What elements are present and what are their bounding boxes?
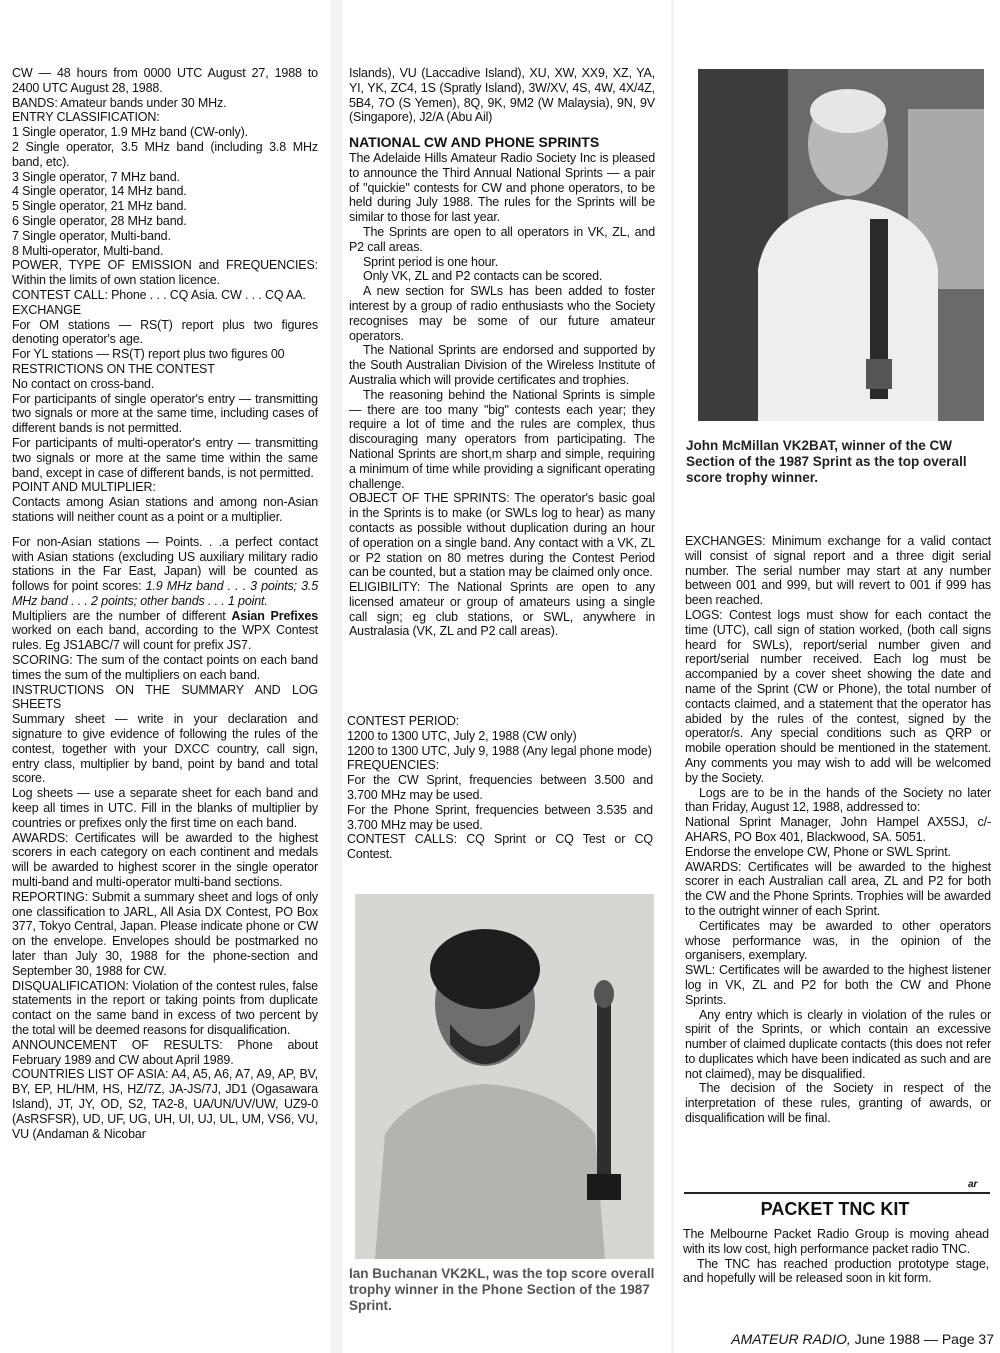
paragraph: Certificates may be awarded to other operators whose performance was, in the opinion of the organisers, exemplary. [685,918,991,963]
paragraph: For participants of multi-operator's entry — transmitting two signals or more at the same time within the same band, except in case of different bands, is not permitted. [12,435,318,480]
paragraph: Summary sheet — write in your declaration and signature to give evidence of following the rules of the contest, together with your DXCC country, call sign, entry class, multiplier by band, point by band and total score. [12,712,318,786]
photo-ian-buchanan [355,894,654,1259]
paragraph: The Sprints are open to all operators in VK, ZL, and P2 call areas. [349,224,655,254]
paragraph: COUNTRIES LIST OF ASIA: A4, A5, A6, A7, A9, AP, BV, BY, EP, HL/HM, HS, HZ/7Z, JA-JS/7J, JD1 (Ogasawara Island), JT, JY, OD, S2, TA2-8, UA/UN/UV/UW, UZ9-0 (AsRSFSR), UD, UF, UG, UH, UI, UJ, UL, UM, VS6, VU, VU (Andaman & Nicobar [12,1067,318,1141]
paragraph: Any entry which is clearly in violation of the rules or spirit of the Sprints, or which contain an excessive number of claimed duplicate contacts (this does not refer to duplicates which have been indicated as such and are not claimed), may be disqualified. [685,1007,991,1081]
paragraph: 7 Single operator, Multi-band. [12,228,171,243]
sprints-article [349,66,655,639]
paragraph: CONTEST CALLS: CQ Sprint or CQ Test or CQ Contest. [347,832,653,862]
sprints-period [347,714,653,862]
page-footer [729,1331,994,1347]
paragraph: Endorse the envelope CW, Phone or SWL Sprint. [685,844,951,859]
paragraph: The Melbourne Packet Radio Group is moving ahead with its low cost, high performance packet radio TNC. [683,1227,989,1256]
non-asian-lead: For non-Asian stations — Points. . .a perfect contact with Asian stations (excluding US auxiliary military radio stations in the Far East, Japan) will be counted as follows for point scores: [12,534,318,594]
paragraph: The TNC has reached production prototype stage, and hopefully will be released soon in kit form. [683,1256,989,1286]
paragraph: For YL stations — RS(T) report plus two figures 00 [12,347,285,362]
paragraph: 5 Single operator, 21 MHz band. [12,199,187,214]
photo-john-mcmillan [698,69,984,421]
paragraph: CONTEST PERIOD: [347,714,460,728]
paragraph: 4 Single operator, 14 MHz band. [12,184,187,199]
paragraph: Contacts among Asian stations and among non-Asian stations will neither count as a point or a multiplier. [12,495,318,524]
packet-article [683,1227,989,1286]
section-divider [684,1192,990,1194]
paragraph: EXCHANGES: Minimum exchange for a valid contact will consist of signal report and a three digit serial number. The serial number may start at any number between 001 and 999, but will revert to 001 if 999 has been reached. [685,534,991,608]
paragraph: 8 Multi-operator, Multi-band. [12,243,164,258]
paragraph: DISQUALIFICATION: Violation of the contest rules, false statements in the report or taking points from duplicate contact on the same band in excess of two percent by the total will be deemed reasons for disqualification. [12,978,318,1037]
contest-rules-text [12,66,318,1141]
paragraph: INSTRUCTIONS ON THE SUMMARY AND LOG SHEETS [12,682,318,712]
paragraph: 1200 to 1300 UTC, July 2, 1988 (CW only) [347,728,577,743]
paragraph: National Sprint Manager, John Hampel AX5SJ, c/-AHARS, PO Box 401, Blackwood, SA. 5051. [685,815,991,844]
paragraph-multipliers [12,609,318,653]
photo-ian-buchanan-illustration [355,894,654,1259]
paragraph: SWL: Certificates will be awarded to the highest listener log in VK, ZL and P2 for both the CW and Phone Sprints. [685,963,991,1007]
caption-ian-buchanan: Ian Buchanan VK2KL, was the top score overall trophy winner in the Phone Section of the 1987 Sprint. [349,1266,655,1313]
paragraph: BANDS: Amateur bands under 30 MHz. [12,95,227,110]
paragraph: The National Sprints are endorsed and supported by the South Australian Division of the Wireless Institute of Australia which will provide certificates and trophies. [349,343,655,387]
packet-heading: PACKET TNC KIT [760,1199,910,1219]
issue-page: June 1988 — Page 37 [850,1331,994,1347]
paragraph: REPORTING: Submit a summary sheet and logs of only one classification to JARL, All Asia DX Contest, PO Box 377, Tokyo Central, Japan. Please indicate phone or CW on the envelope. Envelopes should be postmarked no later than July 30, 1988 for the phone-section and September 30, 1988 for CW. [12,889,318,978]
paragraph: ENTRY CLASSIFICATION: [12,110,160,125]
paragraph: ANNOUNCEMENT OF RESULTS: Phone about February 1989 and CW about April 1989. [12,1037,318,1067]
paragraph: A new section for SWLs has been added to foster interest by a group of radio enthusiasts who the Society recognises may be some of our future amateur operators. [349,284,655,343]
paragraph: 1 Single operator, 1.9 MHz band (CW-only). [12,125,248,140]
sprints-rules-continued [685,534,991,1126]
paragraph: RESTRICTIONS ON THE CONTEST [12,361,215,376]
end-mark: ar [968,1179,978,1190]
countries-continued: Islands), VU (Laccadive Island), XU, XW, XX9, XZ, YA, YI, YK, ZC4, 1S (Spratly Island), 3W/XV, 4S, 4W, 4X/4Z, 5B4, 7O (S Yemen), 8Q, 9K, 9M2 (W Malaysia), 9N, 9V (Singapore), J2/A (Abu Ail) [349,66,655,125]
paragraph: FREQUENCIES: [347,758,439,773]
sprints-heading: NATIONAL CW AND PHONE SPRINTS [349,134,600,151]
paragraph: Sprint period is one hour. [363,254,499,269]
paragraph: Logs are to be in the hands of the Society no later than Friday, August 12, 1988, addressed to: [685,785,991,815]
paragraph: 2 Single operator, 3.5 MHz band (including 3.8 MHz band, etc). [12,139,318,169]
paragraph: No contact on cross-band. [12,376,155,391]
magazine-name: AMATEUR RADIO, [731,1331,851,1347]
paragraph: AWARDS: Certificates will be awarded to the highest scorer in each Australian call area, ZL and P2 for both the CW and the Phone Sprints. Trophies will be awarded to the outright winner of each Sprint. [685,859,991,918]
multipliers-post: worked on each band, according to the WPX Contest rules. Eg JS1ABC/7 will count for prefix JS7. [12,623,318,653]
paragraph: The reasoning behind the National Sprints is simple — there are too many "big" contests each year; they require a lot of time and the rules are complex, thus discouraging many operators from participating. The National Sprints are short,m sharp and simple, requiring a minimum of time while providing a significant operating challenge. [349,387,655,491]
non-asian-scores: 1.9 MHz band . . . 3 points; 3.5 MHz band . . . 2 points; other bands . . . 1 point. [12,579,318,608]
paragraph: The Adelaide Hills Amateur Radio Society Inc is pleased to announce the Third Annual National Sprints — a pair of "quickie" contests for CW and phone operators, to be held during July 1988. The rules for the Sprints will be similar to those for last year. [349,150,655,225]
paragraph: The decision of the Society in respect of the interpretation of these rules, granting of awards, or disqualification will be final. [685,1081,991,1126]
paragraph: SCORING: The sum of the contact points on each band times the sum of the multipliers on each band. [12,653,318,682]
paragraph: ELIGIBILITY: The National Sprints are open to any licensed amateur or group of amateurs using a single call sign; eg club stations, or SWL, anywhere in Australasia (VK, ZL and P2 call areas). [349,580,655,639]
multipliers-pre: Multipliers are the number of different [12,608,232,623]
paragraph: OBJECT OF THE SPRINTS: The operator's basic goal in the Sprints is to make (or SWLs log to hear) as many contacts as possible without duplication during an hour of operation on a single band. Any contact with a VK, ZL or P2 station on 80 metres during the Contest Period can be counted, but a station may be claimed only once. [349,491,655,580]
paragraph: 6 Single operator, 28 MHz band. [12,213,187,228]
paragraph: POWER, TYPE OF EMISSION and FREQUENCIES: Within the limits of own station licence. [12,258,318,288]
caption-john-mcmillan: John McMillan VK2BAT, winner of the CW Section of the 1987 Sprint as the top overall score trophy winner. [686,438,967,485]
paragraph: For participants of single operator's entry — transmitting two signals or more at the same time, including cases of different bands is not permitted. [12,391,318,436]
multipliers-bold: Asian Prefixes [231,608,318,623]
paragraph: POINT AND MULTIPLIER: [12,480,156,495]
paragraph: For the CW Sprint, frequencies between 3.500 and 3.700 MHz may be used. [347,773,653,802]
paragraph: 3 Single operator, 7 MHz band. [12,169,180,184]
paragraph: CW — 48 hours from 0000 UTC August 27, 1988 to 2400 UTC August 28, 1988. [12,66,318,95]
paragraph: For OM stations — RS(T) report plus two figures denoting operator's age. [12,317,318,347]
paragraph: AWARDS: Certificates will be awarded to the highest scorers in each category on each continent and medals will be awarded to highest scorer in the single operator multi-band and multi-operator multi-band sections. [12,830,318,890]
paragraph: Only VK, ZL and P2 contacts can be scored. [363,269,603,284]
paragraph: CONTEST CALL: Phone . . . CQ Asia. CW . . . CQ AA. [12,287,306,302]
paragraph: EXCHANGE [12,302,81,317]
paragraph: Log sheets — use a separate sheet for each band and keep all times in UTC. Fill in the blanks of multiplier by countries or prefixes only the first time on each band. [12,786,318,830]
photo-john-mcmillan-illustration [698,69,984,421]
paragraph-non-asian [12,535,318,609]
paragraph: For the Phone Sprint, frequencies between 3.535 and 3.700 MHz may be used. [347,802,653,832]
paragraph: 1200 to 1300 UTC, July 9, 1988 (Any legal phone mode) [347,743,652,758]
paragraph: LOGS: Contest logs must show for each contact the time (UTC), call sign of station worked, (both call signs heard for SWLs), report/serial number given and report/serial number received. Each log must be accompanied by a cover sheet showing the date and name of the Sprint (CW or Phone), the total number of contacts claimed, and a statement that the operator has abided by the rules of the contest, signed by the operator/s. Any special conditions such as QRP or mobile operation should be mentioned in the statement. Any comments you may wish to add will be welcomed by the Society. [685,607,991,785]
